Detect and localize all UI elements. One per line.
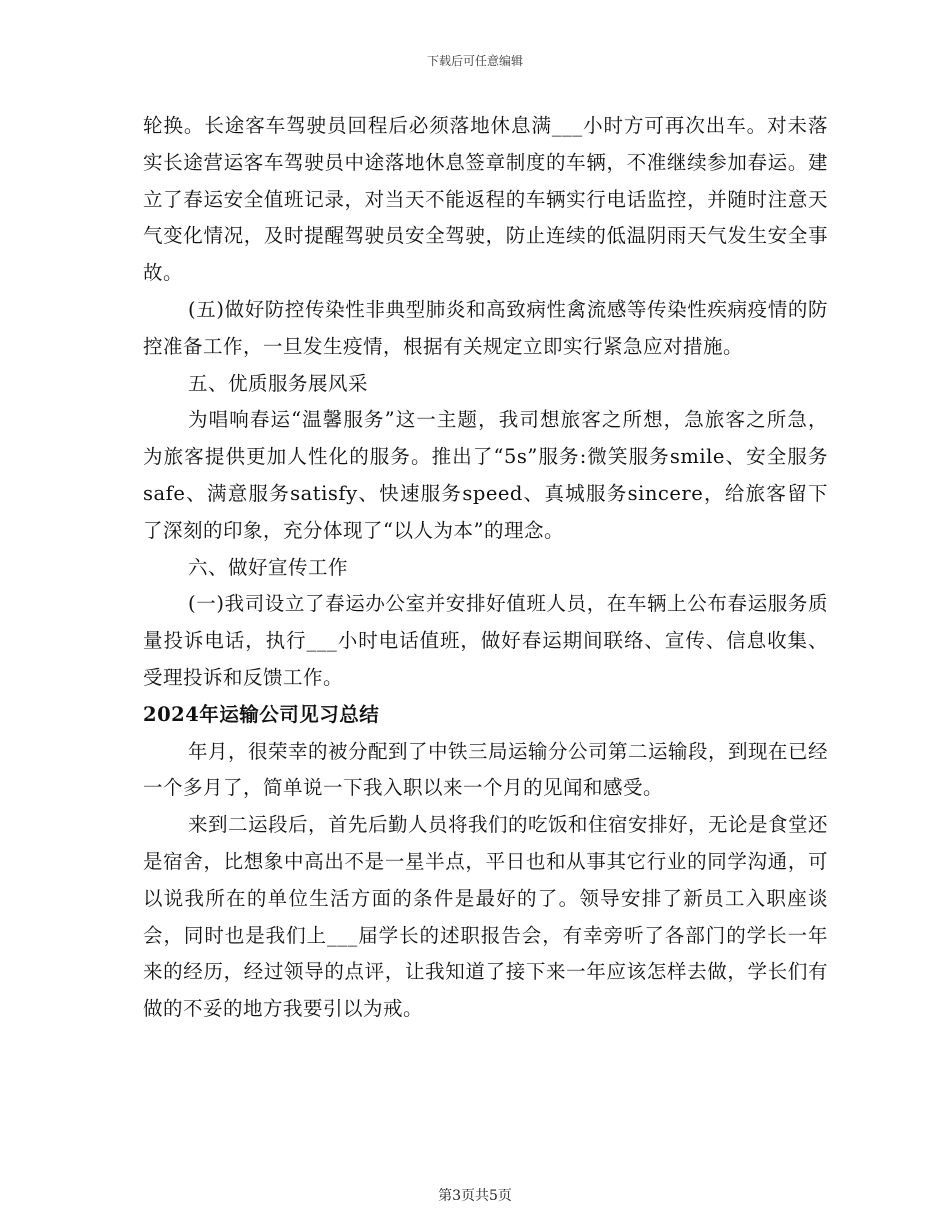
paragraph-warm-service: 为唱响春运“温馨服务”这一主题，我司想旅客之所想，急旅客之所急，为旅客提供更加人性化的服务。推出了“5s”服务:微笑服务smile、安全服务safe、满意服务satisfy、快速服务speed、真城服务sincere，给旅客留下了深刻的印象，充分体现了“以人为本”的理念。 [143, 408, 828, 542]
section-heading-publicity: 六、做好宣传工作 [188, 555, 349, 579]
document-body [143, 108, 828, 1028]
paragraph-spring-office: (一)我司设立了春运办公室并安排好值班人员，在车辆上公布春运服务质量投诉电话，执行___小时电话值班，做好春运期间联络、宣传、信息收集、受理投诉和反馈工作。 [143, 592, 828, 689]
document-title: 2024年运输公司见习总结 [143, 702, 380, 726]
section-heading-service: 五、优质服务展风采 [188, 371, 369, 395]
page-number: 第3页共5页 [438, 1188, 512, 1204]
paragraph-arrival: 来到二运段后，首先后勤人员将我们的吃饭和住宿安排好，无论是食堂还是宿舍，比想象中高出不是一星半点，平日也和从事其它行业的同学沟通，可以说我所在的单位生活方面的条件是最好的了。领导安排了新员工入职座谈会，同时也是我们上___届学长的述职报告会，有幸旁听了各部门的学长一年来的经历，经过领导的点评，让我知道了接下来一年应该怎样去做，学长们有做的不妥的地方我要引以为戒。 [143, 813, 829, 1021]
page-header: 下载后可任意编辑 [426, 54, 523, 68]
paragraph-rotation-safety: 轮换。长途客车驾驶员回程后必须落地休息满___小时方可再次出车。对未落实长途营运客车驾驶员中途落地休息签章制度的车辆，不准继续参加春运。建立了春运安全值班记录，对当天不能返程的车辆实行电话监控，并随时注意天气变化情况，及时提醒驾驶员安全驾驶，防止连续的低温阴雨天气发生安全事故。 [143, 114, 828, 285]
paragraph-epidemic-prevention: (五)做好防控传染性非典型肺炎和高致病性禽流感等传染性疾病疫情的防控准备工作，一旦发生疫情，根据有关规定立即实行紧急应对措施。 [143, 297, 828, 358]
paragraph-assignment: 年月，很荣幸的被分配到了中铁三局运输分公司第二运输段，到现在已经一个多月了，简单说一下我入职以来一个月的见闻和感受。 [143, 739, 829, 800]
